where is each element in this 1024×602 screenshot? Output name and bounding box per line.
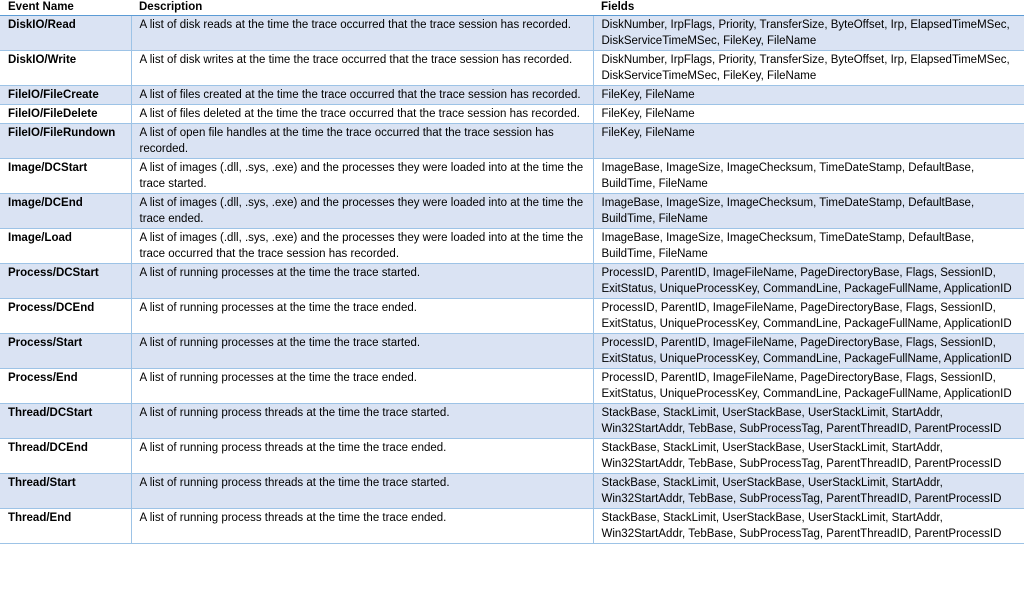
fields-cell: ProcessID, ParentID, ImageFileName, PageDirectoryBase, Flags, SessionID, ExitStatus, UniqueProcessKey, CommandLine, PackageFullName, ApplicationID [593, 299, 1024, 334]
event-name-cell: Thread/End [0, 509, 131, 544]
table-row [0, 334, 1024, 369]
table-row [0, 51, 1024, 86]
description-cell: A list of running processes at the time the trace started. [131, 264, 593, 299]
fields-cell: DiskNumber, IrpFlags, Priority, TransferSize, ByteOffset, Irp, ElapsedTimeMSec, DiskServiceTimeMSec, FileKey, FileName [593, 51, 1024, 86]
description-cell: A list of running processes at the time the trace started. [131, 334, 593, 369]
event-name-cell: Process/Start [0, 334, 131, 369]
header-description: Description [131, 0, 593, 16]
event-name-cell: FileIO/FileDelete [0, 105, 131, 124]
description-cell: A list of images (.dll, .sys, .exe) and the processes they were loaded into at the time the trace occurred that the trace session has recorded. [131, 229, 593, 264]
fields-cell: ImageBase, ImageSize, ImageChecksum, TimeDateStamp, DefaultBase, BuildTime, FileName [593, 159, 1024, 194]
table-row [0, 105, 1024, 124]
table-row [0, 369, 1024, 404]
description-cell: A list of running process threads at the time the trace ended. [131, 439, 593, 474]
fields-cell: ProcessID, ParentID, ImageFileName, PageDirectoryBase, Flags, SessionID, ExitStatus, UniqueProcessKey, CommandLine, PackageFullName, ApplicationID [593, 334, 1024, 369]
table-row [0, 159, 1024, 194]
fields-cell: StackBase, StackLimit, UserStackBase, UserStackLimit, StartAddr, Win32StartAddr, TebBase, SubProcessTag, ParentThreadID, ParentProcessID [593, 509, 1024, 544]
table-row [0, 194, 1024, 229]
table-row [0, 299, 1024, 334]
event-name-cell: FileIO/FileCreate [0, 86, 131, 105]
description-cell: A list of disk reads at the time the trace occurred that the trace session has recorded. [131, 16, 593, 51]
event-name-cell: Process/DCStart [0, 264, 131, 299]
event-name-cell: Thread/Start [0, 474, 131, 509]
fields-cell: ImageBase, ImageSize, ImageChecksum, TimeDateStamp, DefaultBase, BuildTime, FileName [593, 229, 1024, 264]
description-cell: A list of disk writes at the time the trace occurred that the trace session has recorded. [131, 51, 593, 86]
fields-cell: FileKey, FileName [593, 124, 1024, 159]
description-cell: A list of images (.dll, .sys, .exe) and the processes they were loaded into at the time the trace started. [131, 159, 593, 194]
header-row [0, 0, 1024, 16]
fields-cell: StackBase, StackLimit, UserStackBase, UserStackLimit, StartAddr, Win32StartAddr, TebBase, SubProcessTag, ParentThreadID, ParentProcessID [593, 474, 1024, 509]
table-header [0, 0, 1024, 16]
fields-cell: ImageBase, ImageSize, ImageChecksum, TimeDateStamp, DefaultBase, BuildTime, FileName [593, 194, 1024, 229]
description-cell: A list of running processes at the time the trace ended. [131, 299, 593, 334]
fields-cell: StackBase, StackLimit, UserStackBase, UserStackLimit, StartAddr, Win32StartAddr, TebBase, SubProcessTag, ParentThreadID, ParentProcessID [593, 439, 1024, 474]
description-cell: A list of files created at the time the trace occurred that the trace session has recorded. [131, 86, 593, 105]
header-event-name: Event Name [0, 0, 131, 16]
event-name-cell: DiskIO/Write [0, 51, 131, 86]
table-row [0, 509, 1024, 544]
description-cell: A list of running process threads at the time the trace started. [131, 474, 593, 509]
fields-cell: StackBase, StackLimit, UserStackBase, UserStackLimit, StartAddr, Win32StartAddr, TebBase, SubProcessTag, ParentThreadID, ParentProcessID [593, 404, 1024, 439]
table-row [0, 229, 1024, 264]
fields-cell: ProcessID, ParentID, ImageFileName, PageDirectoryBase, Flags, SessionID, ExitStatus, UniqueProcessKey, CommandLine, PackageFullName, ApplicationID [593, 264, 1024, 299]
table-body [0, 16, 1024, 544]
table-row [0, 474, 1024, 509]
event-name-cell: FileIO/FileRundown [0, 124, 131, 159]
event-name-cell: Thread/DCStart [0, 404, 131, 439]
description-cell: A list of running processes at the time the trace ended. [131, 369, 593, 404]
table-row [0, 86, 1024, 105]
fields-cell: FileKey, FileName [593, 105, 1024, 124]
event-name-cell: Process/DCEnd [0, 299, 131, 334]
fields-cell: FileKey, FileName [593, 86, 1024, 105]
description-cell: A list of images (.dll, .sys, .exe) and the processes they were loaded into at the time the trace ended. [131, 194, 593, 229]
description-cell: A list of running process threads at the time the trace ended. [131, 509, 593, 544]
table-row [0, 404, 1024, 439]
table-row [0, 439, 1024, 474]
table-row [0, 124, 1024, 159]
event-name-cell: Image/DCStart [0, 159, 131, 194]
event-name-cell: Image/DCEnd [0, 194, 131, 229]
event-name-cell: Thread/DCEnd [0, 439, 131, 474]
header-fields: Fields [593, 0, 1024, 16]
description-cell: A list of open file handles at the time the trace occurred that the trace session has recorded. [131, 124, 593, 159]
event-name-cell: DiskIO/Read [0, 16, 131, 51]
table-row [0, 264, 1024, 299]
fields-cell: DiskNumber, IrpFlags, Priority, TransferSize, ByteOffset, Irp, ElapsedTimeMSec, DiskServiceTimeMSec, FileKey, FileName [593, 16, 1024, 51]
fields-cell: ProcessID, ParentID, ImageFileName, PageDirectoryBase, Flags, SessionID, ExitStatus, UniqueProcessKey, CommandLine, PackageFullName, ApplicationID [593, 369, 1024, 404]
description-cell: A list of files deleted at the time the trace occurred that the trace session has recorded. [131, 105, 593, 124]
event-name-cell: Process/End [0, 369, 131, 404]
description-cell: A list of running process threads at the time the trace started. [131, 404, 593, 439]
event-name-cell: Image/Load [0, 229, 131, 264]
table-row [0, 16, 1024, 51]
